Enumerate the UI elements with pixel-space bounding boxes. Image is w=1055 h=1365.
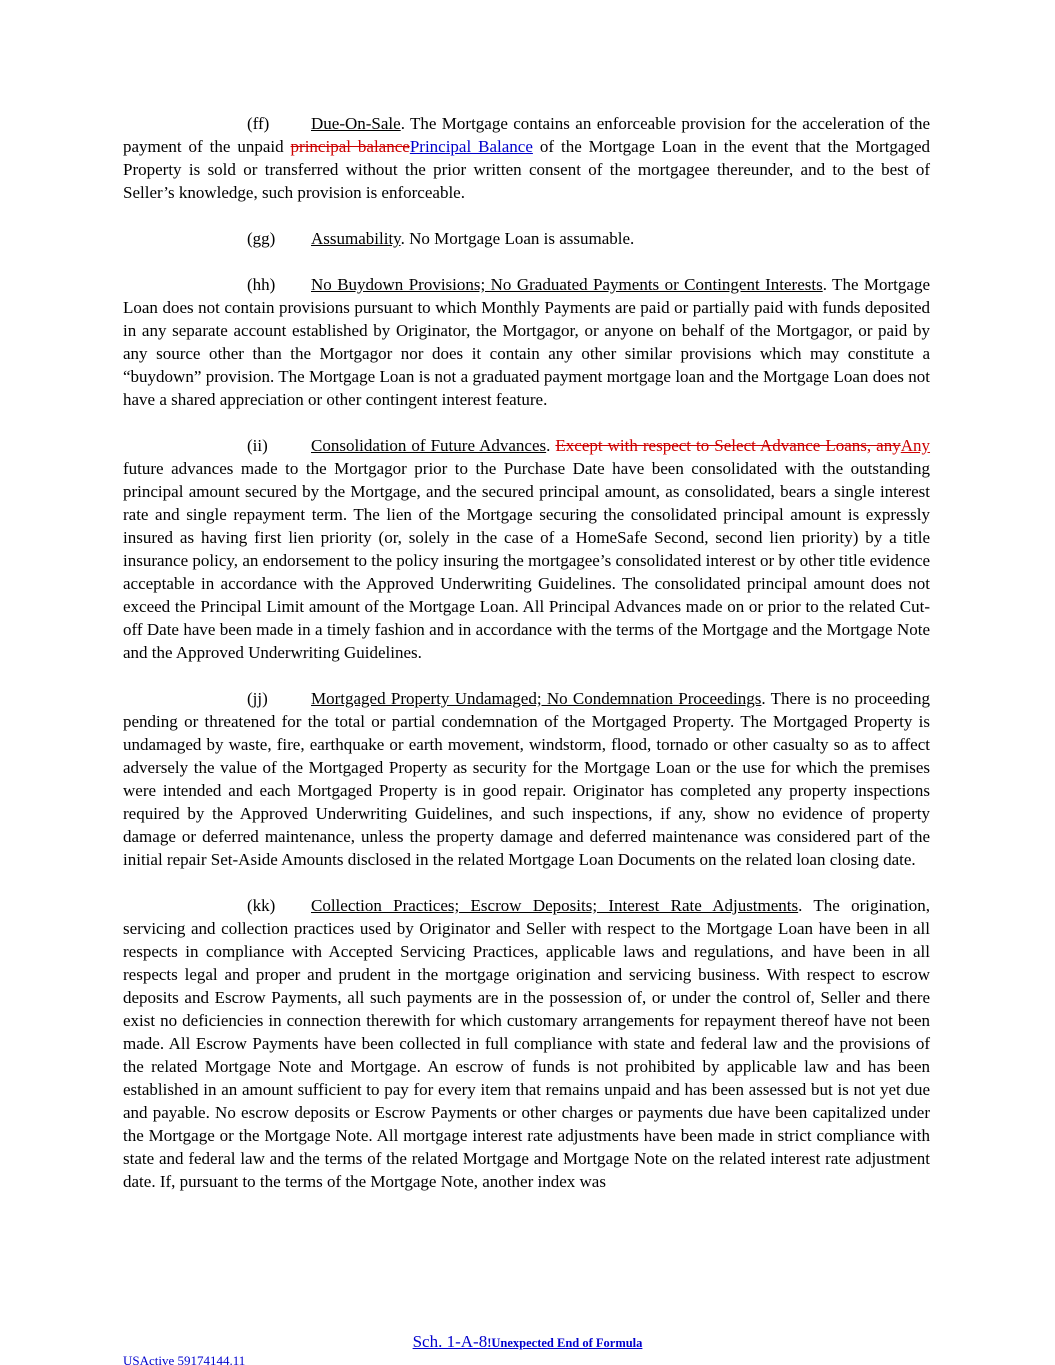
paragraph-ff [123, 112, 930, 204]
document-body [123, 112, 930, 1193]
paragraph-label: (kk) [247, 896, 276, 915]
clause-heading: Due-On-Sale [311, 114, 401, 133]
paragraph-jj [123, 687, 930, 871]
paragraph-label: (ff) [247, 114, 270, 133]
formula-error-text: !Unexpected End of Formula [487, 1336, 643, 1350]
paragraph-label: (ii) [247, 436, 268, 455]
text-segment: . No Mortgage Loan is assumable. [400, 229, 635, 248]
inserted-text: Principal Balance [409, 137, 533, 156]
paragraph-label: (gg) [247, 229, 276, 248]
clause-heading: Collection Practices; Escrow Deposits; Interest Rate Adjustments [311, 896, 799, 915]
deleted-text: Except with respect to Select Advance Loans, any [555, 436, 901, 455]
paragraph-ii [123, 434, 930, 664]
text-segment: . The origination, servicing and collection practices used by Originator and Seller with respect to the Mortgage Loan have been in all respects in compliance with Accepted Servicing Practices, applicable laws and regulations, and have been in all respects legal and proper and prudent in the mortgage origination and servicing business. With respect to escrow deposits and Escrow Payments, all such payments are in the possession of, or under the control of, Seller and there exist no deficiencies in connection therewith for which customary arrangements for repayment thereof have not been made. All Escrow Payments have been collected in full compliance with state and federal law and the provisions of the related Mortgage Note and Mortgage. An escrow of funds is not prohibited by applicable law and has been established in an amount sufficient to pay for every item that remains unpaid and has been assessed but is not yet due and payable. No escrow deposits or Escrow Payments or other charges or payments due have been capitalized under the Mortgage or the Mortgage Note. All mortgage interest rate adjustments have been made in strict compliance with state and federal law and the terms of the related Mortgage and Mortgage Note on the related interest rate adjustment date. If, pursuant to the terms of the Mortgage Note, another index was [123, 896, 930, 1191]
text-segment: of the Mortgage Loan in the event that the Mortgaged Property is sold or transferred without the prior written consent of the mortgagee thereunder, and to the best of Seller’s knowledge, such provision is enforceable. [123, 137, 931, 202]
schedule-page-link[interactable]: Sch. 1-A-8 [412, 1332, 488, 1351]
paragraph-hh [123, 273, 930, 411]
inserted-text: Any [900, 436, 931, 455]
document-id-link[interactable]: USActive 59174144.11 [123, 1353, 246, 1365]
paragraph-label: (jj) [247, 689, 268, 708]
text-segment: . The Mortgage Loan does not contain provisions pursuant to which Monthly Payments are paid or partially paid with funds deposited in any separate account established by Originator, the Mortgagor, or anyone on behalf of the Mortgagor, or paid by any source other than the Mortgagor nor does it contain any other similar provisions which may constitute a “buydown” provision. The Mortgage Loan is not a graduated payment mortgage loan and the Mortgage Loan does not have a shared appreciation or other contingent interest feature. [123, 275, 930, 409]
clause-heading: Consolidation of Future Advances [311, 436, 547, 455]
paragraph-gg [123, 227, 930, 250]
clause-heading: Mortgaged Property Undamaged; No Condemnation Proceedings [311, 689, 762, 708]
deleted-text: principal balance [290, 137, 410, 156]
text-segment: . [546, 436, 556, 455]
text-segment: . The Mortgage contains an enforceable provision for the acceleration of the payment of the unpaid [123, 114, 930, 156]
paragraph-kk [123, 894, 930, 1193]
paragraph-label: (hh) [247, 275, 276, 294]
text-segment: future advances made to the Mortgagor prior to the Purchase Date have been consolidated with the outstanding principal amount secured by the Mortgage, and the secured principal amount, as consolidated, bears a single interest rate and single repayment term. The lien of the Mortgage securing the consolidated principal amount is expressly insured as having first lien priority (or, solely in the case of a HomeSafe Second, second lien priority) by a title insurance policy, an endorsement to the policy insuring the mortgagee’s consolidated interest or by other title evidence acceptable in accordance with the Approved Underwriting Guidelines. The consolidated principal amount does not exceed the Principal Limit amount of the Mortgage Loan. All Principal Advances made on or prior to the related Cut-off Date have been made in a timely fashion and in accordance with the terms of the Mortgage and the Mortgage Note and the Approved Underwriting Guidelines. [123, 459, 930, 662]
text-segment: . There is no proceeding pending or threatened for the total or partial condemnation of the Mortgaged Property. The Mortgaged Property is undamaged by waste, fire, earthquake or earth movement, windstorm, flood, tornado or other casualty so as to affect adversely the value of the Mortgaged Property as security for the Mortgage Loan or the use for which the premises were intended and each Mortgaged Property is in good repair. Originator has completed any property inspections required by the Approved Underwriting Guidelines, and such inspections, if any, show no evidence of property damage or deferred maintenance, unless the property damage and deferred maintenance was considered part of the initial repair Set-Aside Amounts disclosed in the related Mortgage Loan Documents on the related loan closing date. [123, 689, 930, 869]
clause-heading: Assumability [311, 229, 401, 248]
clause-heading: No Buydown Provisions; No Graduated Payments or Contingent Interests [311, 275, 823, 294]
